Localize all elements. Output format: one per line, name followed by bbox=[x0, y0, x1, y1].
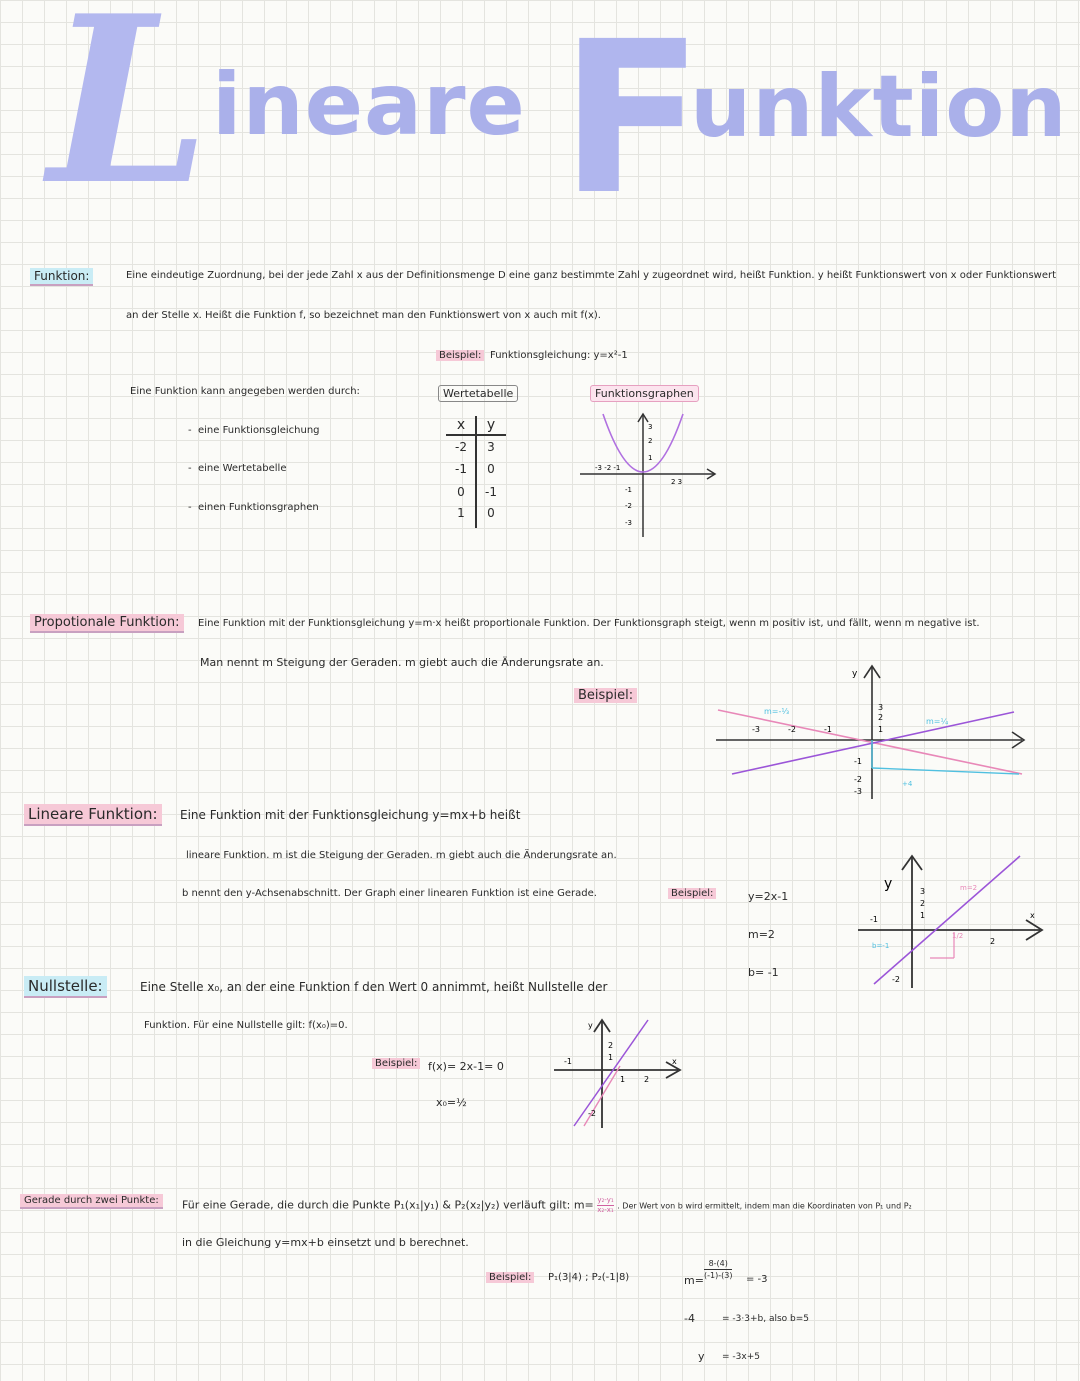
tick-label: -2 bbox=[854, 775, 862, 784]
proportional-line2: Man nennt m Steigung der Geraden. m giebt auch die Änderungsrate an. bbox=[200, 656, 604, 669]
table-cell: 0 bbox=[487, 506, 495, 520]
proportional-line1: Eine Funktion mit der Funktionsgleichung y=m·x heißt proportionale Funktion. Der Funktionsgraph steigt, wenn m positiv ist, und fällt, wenn m negative ist. bbox=[198, 618, 980, 629]
tick-label: -1 bbox=[625, 486, 632, 494]
label-lineare-funktion: Lineare Funktion: bbox=[24, 804, 162, 826]
nullstelle-example-x0: x₀=½ bbox=[436, 1096, 467, 1109]
proportional-beispiel-label: Beispiel: bbox=[574, 688, 637, 703]
proportional-graph bbox=[714, 664, 1034, 804]
title-initial-f: F bbox=[560, 0, 704, 241]
nullstelle-example-eq: f(x)= 2x-1= 0 bbox=[428, 1060, 504, 1073]
value-table bbox=[446, 416, 506, 528]
funktion-beispiel-label: Beispiel: bbox=[436, 350, 484, 361]
table-cell: -2 bbox=[455, 440, 467, 454]
nullstelle-beispiel-label: Beispiel: bbox=[372, 1058, 420, 1069]
calc-m-fraction: 8-(4) (-1)-(3) bbox=[704, 1259, 733, 1280]
tick-label: -3 -2 -1 bbox=[595, 464, 621, 472]
linear-graph-b: b=-1 bbox=[872, 942, 890, 950]
slope-step-label: +4 bbox=[902, 780, 913, 788]
table-header-x: x bbox=[456, 417, 466, 433]
tick-label: 3 bbox=[920, 887, 926, 896]
calc-y-label: y bbox=[698, 1350, 705, 1363]
table-cell: -1 bbox=[455, 462, 467, 476]
tick-label: 2 bbox=[644, 1075, 650, 1084]
label-gerade-durch-zwei-punkte: Gerade durch zwei Punkte: bbox=[20, 1194, 163, 1209]
tick-label: 1 bbox=[878, 725, 884, 734]
calc-final-eq: = -3x+5 bbox=[722, 1352, 760, 1362]
calc-b: = -3·3+b, also b=5 bbox=[722, 1314, 809, 1324]
axis-label-x: x bbox=[672, 1057, 677, 1066]
table-cell: -1 bbox=[485, 485, 497, 499]
table-header-y: y bbox=[486, 417, 496, 433]
axis-label-x: x bbox=[1030, 911, 1035, 920]
tick-label: -2 bbox=[588, 1109, 596, 1118]
tick-label: 2 bbox=[878, 713, 884, 722]
funktion-intro: Eine Funktion kann angegeben werden durch: bbox=[130, 386, 360, 397]
fraction-denominator: x₂-x₁ bbox=[597, 1206, 614, 1214]
tick-label: 2 bbox=[648, 437, 653, 445]
proportional-m1: m=-⅓ bbox=[764, 707, 790, 716]
nullstelle-line1: Eine Stelle x₀, an der eine Funktion f den Wert 0 annimmt, heißt Nullstelle der bbox=[140, 980, 608, 994]
tick-label: -2 bbox=[892, 975, 900, 984]
zwei-punkte-line1: Für eine Gerade, die durch die Punkte P₁(x₁|y₁) & P₂(x₂|y₂) verläuft gilt: m= $\frac{\text{y₂-y₁}}{\text{x₂-x₁}}$ . Der Wert von b wird ermittelt, indem man die Koordinaten von P₁ und P₂ bbox=[182, 1196, 912, 1214]
tick-label: 1/2 bbox=[952, 932, 964, 940]
title-initial-l: L bbox=[48, 0, 210, 236]
zwei-punkte-points: P₁(3|4) ; P₂(-1|8) bbox=[548, 1272, 630, 1283]
title-lineare: ineare bbox=[212, 55, 526, 155]
zwei-punkte-line2: in die Gleichung y=mx+b einsetzt und b berechnet. bbox=[182, 1236, 469, 1249]
table-cell: 3 bbox=[487, 440, 495, 454]
tick-label: 3 bbox=[648, 423, 653, 431]
proportional-m2: m=¼ bbox=[926, 717, 949, 726]
tick-label: 1 bbox=[608, 1053, 614, 1062]
funktion-item-3: - einen Funktionsgraphen bbox=[188, 502, 319, 513]
zwei-punkte-beispiel-label: Beispiel: bbox=[486, 1272, 534, 1283]
parabola-graph bbox=[575, 412, 725, 542]
label-funktion: Funktion: bbox=[30, 268, 93, 286]
linear-line1: Eine Funktion mit der Funktionsgleichung y=mx+b heißt bbox=[180, 808, 521, 822]
funktion-item-1: - eine Funktionsgleichung bbox=[188, 425, 320, 436]
tick-label: 1 bbox=[920, 911, 926, 920]
tick-label: 1 bbox=[648, 454, 653, 462]
linear-line3: b nennt den y-Achsenabschnitt. Der Graph einer linearen Funktion ist eine Gerade. bbox=[182, 888, 597, 899]
axis-label-y: y bbox=[852, 669, 858, 679]
nullstelle-line2: Funktion. Für eine Nullstelle gilt: f(x₀)=0. bbox=[144, 1020, 348, 1031]
fraction-numerator: y₂-y₁ bbox=[597, 1196, 614, 1204]
tick-label: -3 bbox=[854, 787, 862, 796]
funktion-item-2: - eine Wertetabelle bbox=[188, 463, 287, 474]
linear-graph-m: m=2 bbox=[960, 884, 978, 892]
tick-label: -1 bbox=[870, 915, 878, 924]
linear-example-m: m=2 bbox=[748, 928, 775, 941]
tick-label: -3 bbox=[625, 519, 632, 527]
label-nullstelle: Nullstelle: bbox=[24, 976, 107, 998]
linear-beispiel-label: Beispiel: bbox=[668, 888, 716, 899]
calc-left-value: -4 bbox=[684, 1312, 695, 1325]
tick-label: 2 bbox=[608, 1041, 614, 1050]
table-cell: 0 bbox=[457, 485, 465, 499]
funktion-beispiel-equation: Funktionsgleichung: y=x²-1 bbox=[490, 350, 628, 361]
line-f bbox=[574, 1020, 648, 1126]
linear-line2: lineare Funktion. m ist die Steigung der Geraden. m giebt auch die Änderungsrate an. bbox=[186, 850, 617, 861]
label-proportionale-funktion: Propotionale Funktion: bbox=[30, 614, 184, 633]
tick-label: -2 bbox=[788, 725, 796, 734]
title-funktion: unktion bbox=[690, 57, 1068, 157]
calc-m-result: = -3 bbox=[746, 1274, 768, 1285]
line-y-2x-1 bbox=[874, 856, 1020, 984]
axis-label-y: y bbox=[884, 876, 893, 892]
linear-example-b: b= -1 bbox=[748, 966, 779, 979]
tick-label: 2 bbox=[990, 937, 996, 946]
funktion-definition-line1: Eine eindeutige Zuordnung, bei der jede Zahl x aus der Definitionsmenge D eine ganz bestimmte Zahl y zugeordnet wird, heißt Funktion. y heißt Funktionswert von x oder Funktionswert bbox=[126, 270, 1057, 281]
funktion-definition-line2: an der Stelle x. Heißt die Funktion f, so bezeichnet man den Funktionswert von x auch mit f(x). bbox=[126, 310, 601, 321]
funktionsgraphen-label: Funktionsgraphen bbox=[590, 385, 699, 402]
linear-graph bbox=[854, 852, 1044, 992]
tick-label: 2 3 bbox=[671, 478, 683, 486]
tick-label: 3 bbox=[878, 703, 884, 712]
tick-label: 1 bbox=[620, 1075, 626, 1084]
tick-label: -3 bbox=[752, 725, 760, 734]
table-cell: 1 bbox=[457, 506, 465, 520]
axis-label-y: y bbox=[588, 1021, 593, 1030]
nullstelle-graph bbox=[550, 1016, 690, 1132]
tick-label: -1 bbox=[564, 1057, 572, 1066]
wertetabelle-label: Wertetabelle bbox=[438, 385, 518, 402]
tick-label: -1 bbox=[854, 757, 862, 766]
calc-m-label: m= bbox=[684, 1274, 704, 1287]
tick-label: -2 bbox=[625, 502, 632, 510]
linear-example-eq: y=2x-1 bbox=[748, 890, 789, 903]
tick-label: 2 bbox=[920, 899, 926, 908]
tick-label: -1 bbox=[824, 725, 832, 734]
table-cell: 0 bbox=[487, 462, 495, 476]
